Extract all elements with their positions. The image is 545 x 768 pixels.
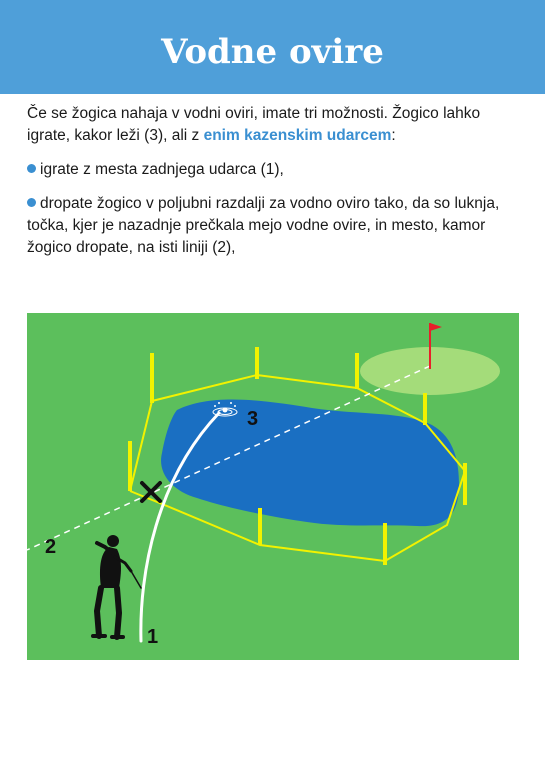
option-text: igrate z mesta zadnjega udarca (1), [40,161,284,178]
option-item [27,193,527,259]
option-text: dropate žogico v poljubni razdalji za vodno oviro tako, da so luknja, točka, kjer je nazadnje prečkala mejo vodne ovire, in mesto, kamor žogico dropate, na isti liniji (2), [27,195,500,256]
bullet-icon [27,164,36,173]
water-hazard-diagram [27,313,519,660]
intro-paragraph [27,103,527,147]
bullet-icon [27,198,36,207]
header-bar [0,0,545,94]
label-three: 3 [247,408,259,430]
label-one: 1 [147,626,159,648]
page-title: Vodne ovire [161,32,384,72]
option-item [27,159,527,181]
intro-end: : [391,127,396,144]
text-content [27,103,527,271]
penalty-highlight: enim kazenskim udarcem [203,127,392,144]
label-two: 2 [45,536,57,558]
intro-text: Če se žogica nahaja v vodni oviri, imate tri možnosti. Žogico lahko igrate, kakor leži (3), ali z [27,105,481,144]
